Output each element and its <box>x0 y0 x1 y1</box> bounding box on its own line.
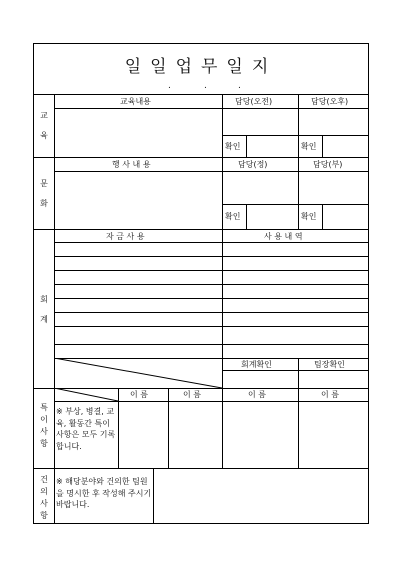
culture-confirm-label-2: 확인 <box>301 212 317 221</box>
suggestion-note: ※ 해당분야와 건의한 팀원을 명시한 후 작성해 주시기 바랍니다. <box>56 477 152 509</box>
suggestion-side-label-3: 사 <box>40 499 48 508</box>
accounting-diagonal-line <box>54 358 222 388</box>
date-mark-month: . <box>204 81 207 91</box>
special-side-label-1: 특 <box>40 403 48 412</box>
culture-confirm-field-2[interactable] <box>323 205 368 228</box>
suggestion-side-label-1: 건 <box>40 475 48 484</box>
special-side-label-4: 항 <box>40 439 48 448</box>
accounting-side-label-2: 계 <box>40 315 48 324</box>
culture-section-divider <box>34 229 368 230</box>
culture-content-field[interactable] <box>55 172 221 228</box>
work-log-form <box>33 43 369 524</box>
special-diagonal-line <box>54 388 118 401</box>
special-side-label-2: 이 <box>40 415 48 424</box>
culture-confirm-label-1: 확인 <box>225 212 241 221</box>
education-content-field[interactable] <box>55 109 221 156</box>
leader-confirm-field[interactable] <box>299 371 368 387</box>
education-side-label-2: 육 <box>40 131 48 140</box>
special-name-header-2: 이 름 <box>183 390 201 399</box>
accounting-funds-header: 자 금 사 용 <box>106 232 145 241</box>
special-note: ※ 부상, 병결, 교육, 활동간 특이사항은 모두 기록합니다. <box>56 407 116 451</box>
culture-sub-field[interactable] <box>299 172 368 203</box>
accounting-usage-header: 사 용 내 역 <box>264 232 303 241</box>
accounting-confirm-label: 회계확인 <box>241 360 272 369</box>
page-title: 일일업무일지 <box>124 57 278 77</box>
accounting-funds-field[interactable] <box>55 243 221 357</box>
special-name-header-1: 이 름 <box>130 390 148 399</box>
education-am-header: 담당(오전) <box>235 97 273 106</box>
culture-sub-header: 담당(부) <box>313 160 343 169</box>
title-divider <box>34 94 368 95</box>
education-confirm-field-1[interactable] <box>247 136 297 156</box>
education-section-divider <box>34 157 368 158</box>
education-confirm-field-2[interactable] <box>323 136 368 156</box>
special-entry-field-1[interactable] <box>119 402 167 467</box>
education-pm-field[interactable] <box>299 109 368 134</box>
date-mark-year: . <box>168 81 171 91</box>
culture-main-header: 담당(정) <box>238 160 268 169</box>
education-pm-header: 담당(오후) <box>311 97 349 106</box>
education-content-header: 교육내용 <box>120 97 151 106</box>
education-confirm-label-2: 확인 <box>301 142 317 151</box>
special-entry-field-4[interactable] <box>299 402 368 467</box>
special-name-header-3: 이 름 <box>248 390 266 399</box>
accounting-usage-field[interactable] <box>223 243 368 357</box>
culture-side-label-1: 문 <box>40 179 48 188</box>
culture-side-label-2: 화 <box>40 199 48 208</box>
leader-confirm-label: 팀장확인 <box>314 360 345 369</box>
education-side-label-1: 교 <box>40 111 48 120</box>
culture-content-header: 행 사 내 용 <box>112 160 151 169</box>
special-side-label-3: 사 <box>40 427 48 436</box>
special-name-header-4: 이 름 <box>321 390 339 399</box>
special-entry-field-2[interactable] <box>169 402 221 467</box>
suggestion-entry-field[interactable] <box>154 469 368 523</box>
culture-confirm-field-1[interactable] <box>247 205 297 228</box>
suggestion-side-label-2: 의 <box>40 487 48 496</box>
date-mark-day: . <box>238 81 241 91</box>
accounting-confirm-field[interactable] <box>223 371 297 387</box>
education-confirm-label-1: 확인 <box>225 142 241 151</box>
special-entry-field-3[interactable] <box>223 402 297 467</box>
education-am-field[interactable] <box>223 109 297 134</box>
culture-main-field[interactable] <box>223 172 297 203</box>
accounting-side-label-1: 회 <box>40 295 48 304</box>
suggestion-side-label-4: 항 <box>40 511 48 520</box>
